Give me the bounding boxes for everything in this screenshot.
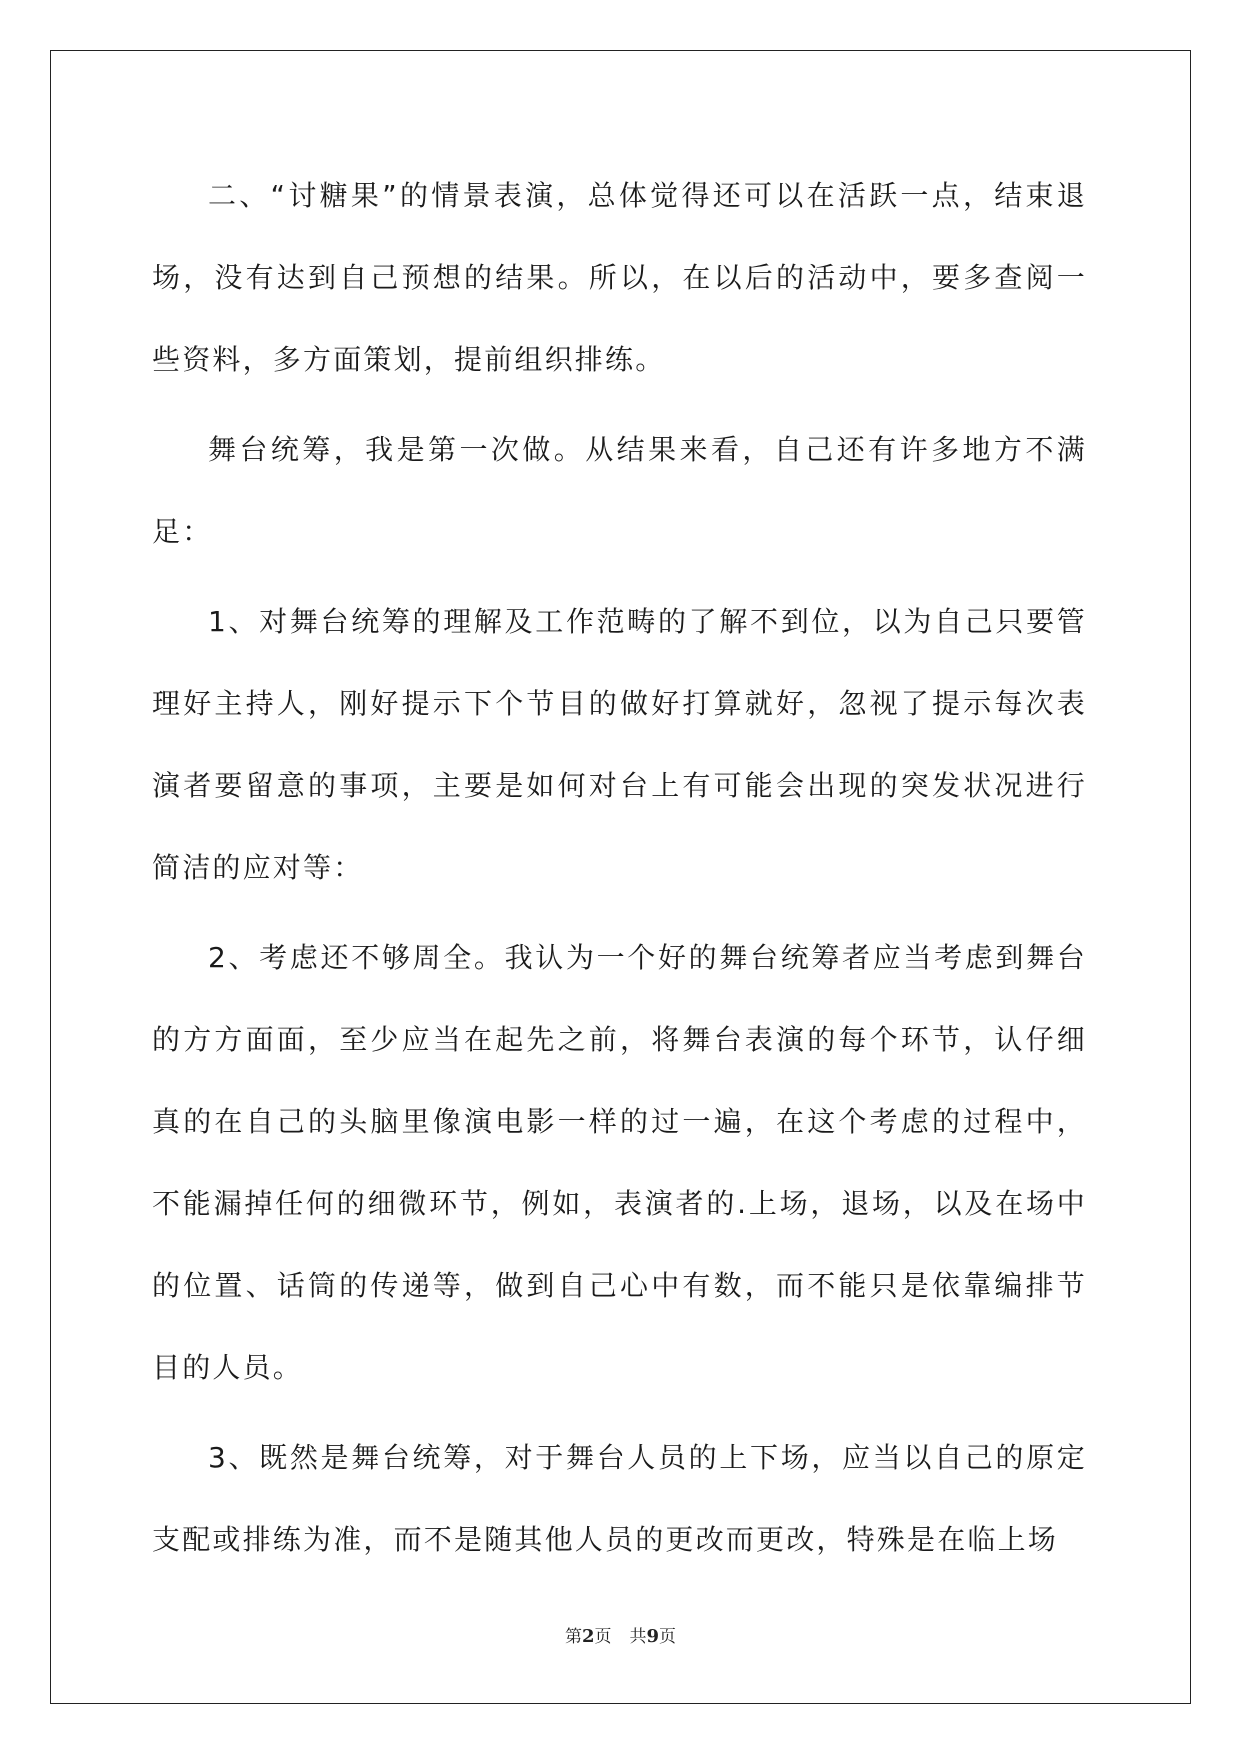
current-page-number: 2	[581, 1626, 595, 1647]
paragraph: 2、考虑还不够周全。我认为一个好的舞台统筹者应当考虑到舞台的方方面面，至少应当在起先之前，将舞台表演的每个环节，认仔细真的在自己的头脑里像演电影一样的过一遍，在这个考虑的过程中，不能漏掉任何的细微环节，例如，表演者的.上场，退场，以及在场中的位置、话筒的传递等，做到自己心中有数，而不能只是依靠编排节目的人员。	[152, 941, 1087, 1384]
footer-total-prefix: 共	[629, 1627, 647, 1647]
paragraph: 二、“讨糖果”的情景表演，总体觉得还可以在活跃一点，结束退场，没有达到自己预想的结果。所以，在以后的活动中，要多查阅一些资料，多方面策划，提前组织排练。	[152, 179, 1087, 376]
footer-prefix: 第	[564, 1627, 582, 1647]
total-pages-number: 9	[646, 1626, 660, 1647]
paragraph: 3、既然是舞台统筹，对于舞台人员的上下场，应当以自己的原定支配或排练为准，而不是随其他人员的更改而更改，特殊是在临上场	[152, 1441, 1087, 1556]
footer-page-suffix: 页	[594, 1627, 612, 1647]
page-footer	[0, 1622, 1241, 1647]
footer-total-suffix: 页	[659, 1627, 677, 1647]
paragraph: 1、对舞台统筹的理解及工作范畴的了解不到位，以为自己只要管理好主持人，刚好提示下个节目的做好打算就好，忽视了提示每次表演者要留意的事项，主要是如何对台上有可能会出现的突发状况进行简洁的应对等：	[152, 605, 1087, 884]
paragraph: 舞台统筹，我是第一次做。从结果来看，自己还有许多地方不满足：	[152, 433, 1087, 548]
document-body	[152, 155, 1087, 1589]
